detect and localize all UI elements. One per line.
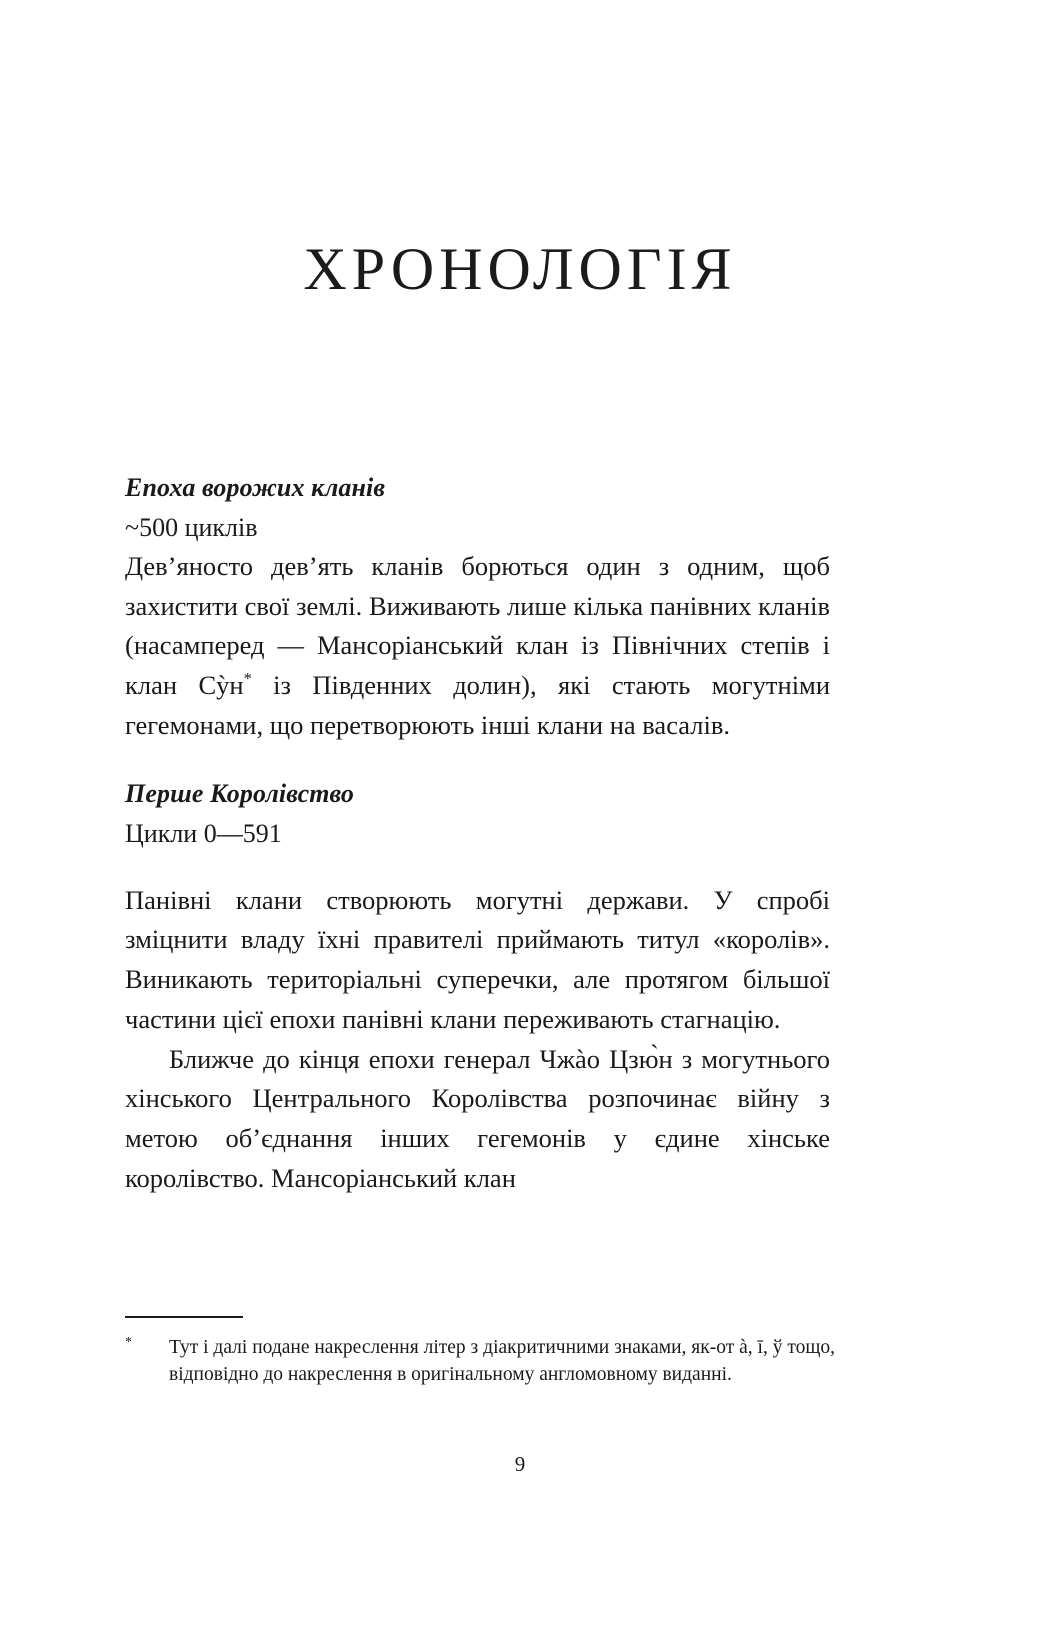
page-title: ХРОНОЛОГІЯ bbox=[303, 236, 737, 302]
paragraph: Панівні клани створюють могутні держави. У спробі зміцнити владу їхні правителі приймають титул «королів». Виникають територіальні суперечки, але протягом більшої частини цієї епохи панівні клани переживають стагнацію. bbox=[125, 884, 830, 1034]
paragraph: Ближче до кінця епохи генерал Чжàо Цзю̀н з могутнього хінського Центрального Королівства розпочинає війну з метою об’єднання інших гегемонів у єдине хінське королівство. Мансоріанський клан bbox=[125, 1043, 830, 1193]
section-subheading: Цикли 0—591 bbox=[125, 818, 282, 848]
spacer bbox=[125, 853, 830, 881]
paragraph-text-before-footnote: Дев’яносто дев’ять кланів борються один з одним, щоб захистити свої землі. Виживають лише кілька панівних кланів (насамперед — Мансоріанський клан із Північних степів і клан Сỳн bbox=[125, 550, 830, 701]
footnote-block bbox=[125, 1316, 835, 1389]
footnote bbox=[125, 1334, 835, 1389]
section-heading: Епоха ворожих кланів bbox=[125, 473, 386, 502]
section-heading: Перше Королівство bbox=[125, 778, 355, 808]
footnote-text: Тут і далі подане накреслення літер з діакритичними знаками, як-от à, ī, ў тощо, відповідно до накреслення в оригінальному англомовному виданні. bbox=[169, 1336, 835, 1386]
footnote-reference-marker[interactable]: * bbox=[243, 669, 252, 689]
text-column bbox=[125, 470, 830, 1229]
section-first-kingdom bbox=[125, 776, 830, 1199]
footnote-separator-rule bbox=[125, 1316, 243, 1318]
footnote-marker: * bbox=[125, 1334, 132, 1350]
section-epoch-of-warring-clans bbox=[125, 470, 830, 746]
page-number: 9 bbox=[514, 1452, 526, 1476]
section-subheading: ~500 циклів bbox=[125, 512, 258, 542]
paragraph bbox=[125, 547, 830, 746]
paragraph-text-after-footnote: із Південних долин), які стають могутніми гегемонами, що перетворюють інші клани на васалів. bbox=[125, 670, 831, 740]
